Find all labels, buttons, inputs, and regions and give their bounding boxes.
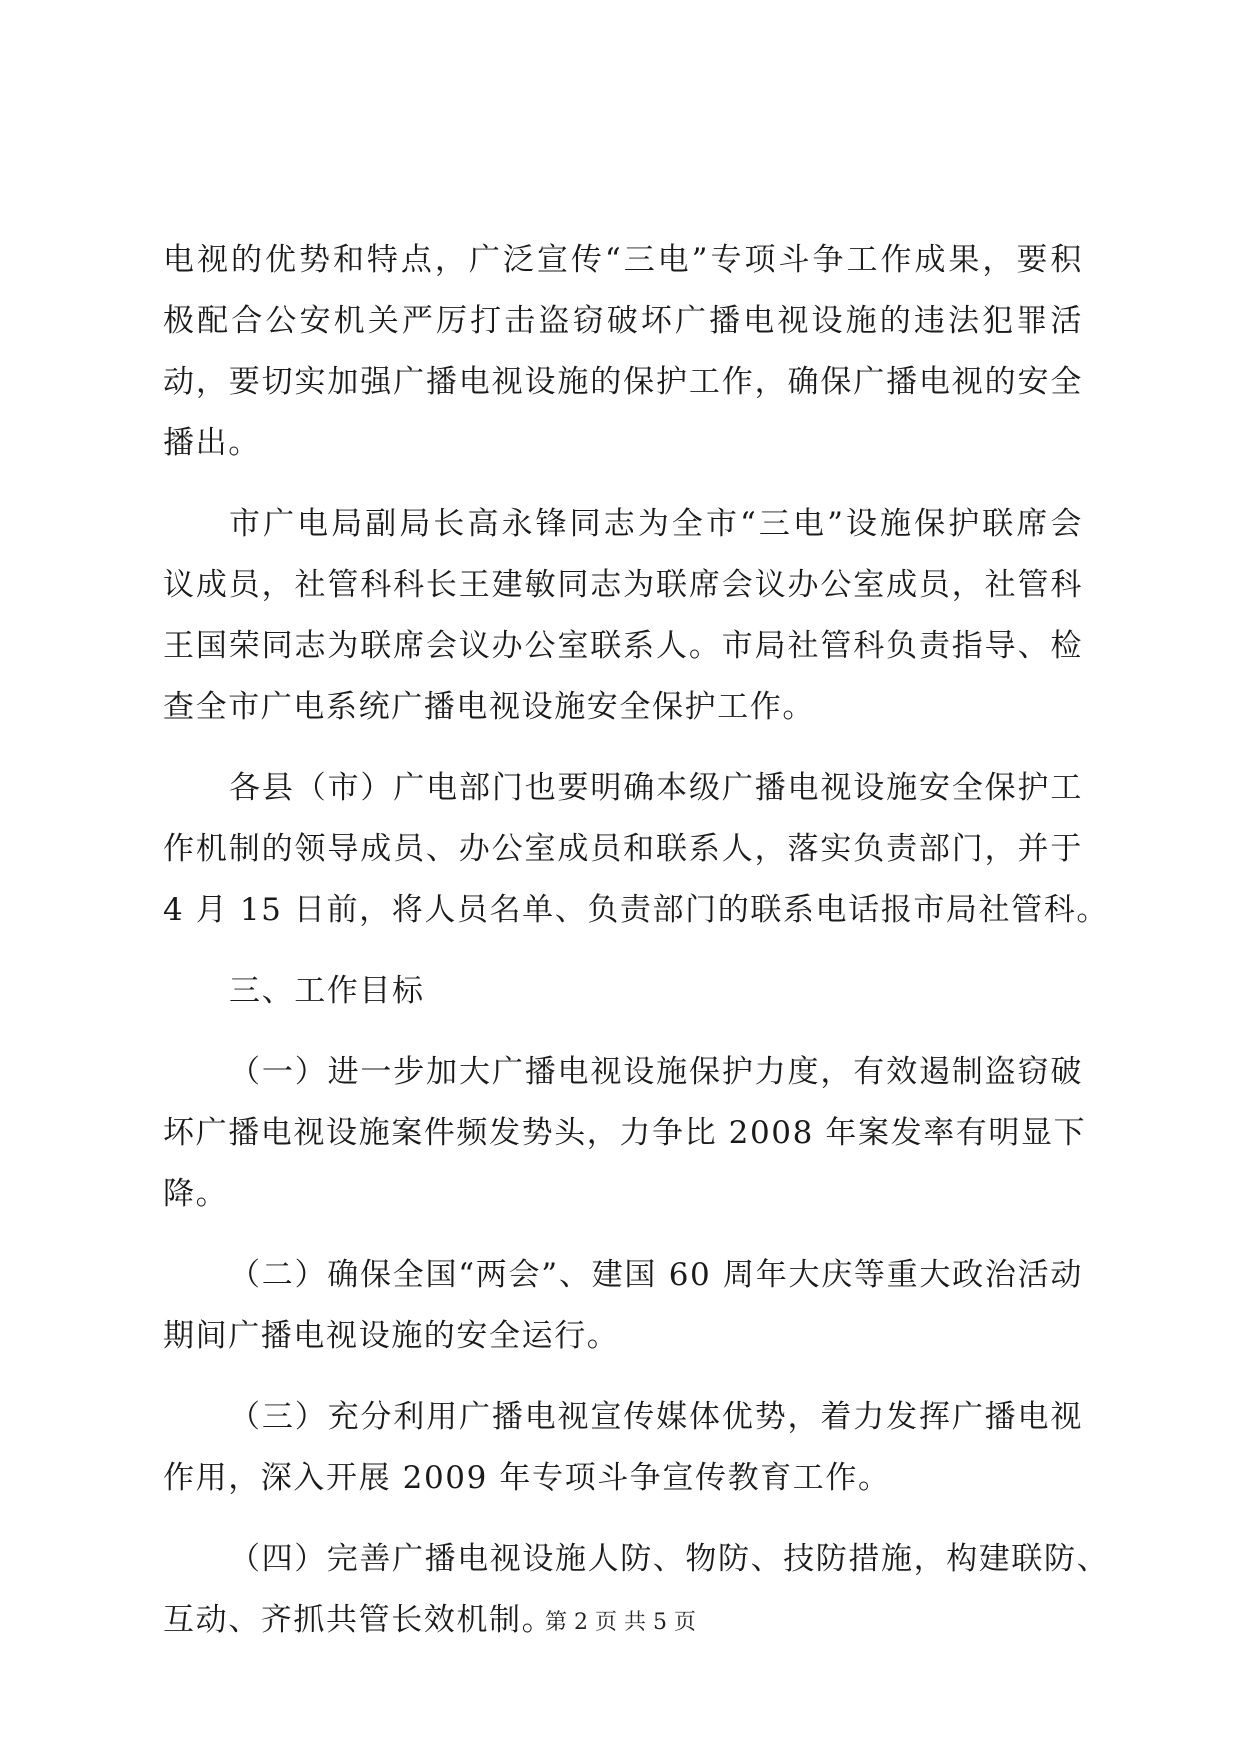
text-line: 电视的优势和特点，广泛宣传“三电”专项斗争工作成果，要积 (163, 242, 1083, 278)
paragraph-spacer (163, 1367, 1083, 1387)
paragraph-2 (163, 494, 1083, 738)
goal-item-3 (163, 1387, 1083, 1509)
paragraph-spacer (163, 474, 1083, 494)
document-body (163, 230, 1110, 1651)
text-line: 互动、齐抓共管长效机制。 (163, 1602, 555, 1638)
text-line: 作机制的领导成员、办公室成员和联系人，落实负责部门，并于 (163, 831, 1083, 867)
paragraph-3 (163, 758, 1109, 941)
section-heading (163, 961, 1083, 1022)
paragraph-spacer (163, 738, 1083, 758)
text-line: （四）完善广播电视设施人防、物防、技防措施，构建联防、 (229, 1541, 1110, 1577)
text-line: 坏广播电视设施案件频发势头，力争比 2008 年案发率有明显下 (163, 1115, 1087, 1151)
text-line: （二）确保全国“两会”、建国 60 周年大庆等重大政治活动 (229, 1257, 1083, 1293)
text-line: 市广电局副局长高永锋同志为全市“三电”设施保护联席会 (229, 506, 1083, 542)
text-line: 4 月 15 日前，将人员名单、负责部门的联系电话报市局社管科。 (163, 892, 1109, 928)
text-line: 王国荣同志为联席会议办公室联系人。市局社管科负责指导、检 (163, 628, 1083, 664)
text-line: 查全市广电系统广播电视设施安全保护工作。 (163, 689, 815, 725)
text-line: （三）充分利用广播电视宣传媒体优势，着力发挥广播电视 (229, 1399, 1083, 1435)
paragraph-spacer (163, 1225, 1083, 1245)
text-line: 极配合公安机关严厉打击盗窃破坏广播电视设施的违法犯罪活 (163, 303, 1083, 339)
section-heading-text: 三、工作目标 (229, 973, 425, 1009)
paragraph-spacer (163, 941, 1083, 961)
text-line: 降。 (163, 1176, 229, 1212)
goal-item-2 (163, 1245, 1083, 1367)
text-line: （一）进一步加大广播电视设施保护力度，有效遏制盗窃破 (229, 1054, 1083, 1090)
text-line: 议成员，社管科科长王建敏同志为联席会议办公室成员，社管科 (163, 567, 1083, 603)
paragraph-spacer (163, 1509, 1083, 1529)
paragraph-1 (163, 230, 1083, 474)
text-line: 期间广播电视设施的安全运行。 (163, 1318, 620, 1354)
text-line: 动，要切实加强广播电视设施的保护工作，确保广播电视的安全 (163, 364, 1083, 400)
text-line: 播出。 (163, 425, 261, 461)
paragraph-spacer (163, 1022, 1083, 1042)
text-line: 作用，深入开展 2009 年专项斗争宣传教育工作。 (163, 1460, 891, 1496)
text-line: 各县（市）广电部门也要明确本级广播电视设施安全保护工 (229, 770, 1083, 806)
goal-item-1 (163, 1042, 1087, 1225)
page-number-footer: 第 2 页 共 5 页 (545, 1610, 696, 1635)
